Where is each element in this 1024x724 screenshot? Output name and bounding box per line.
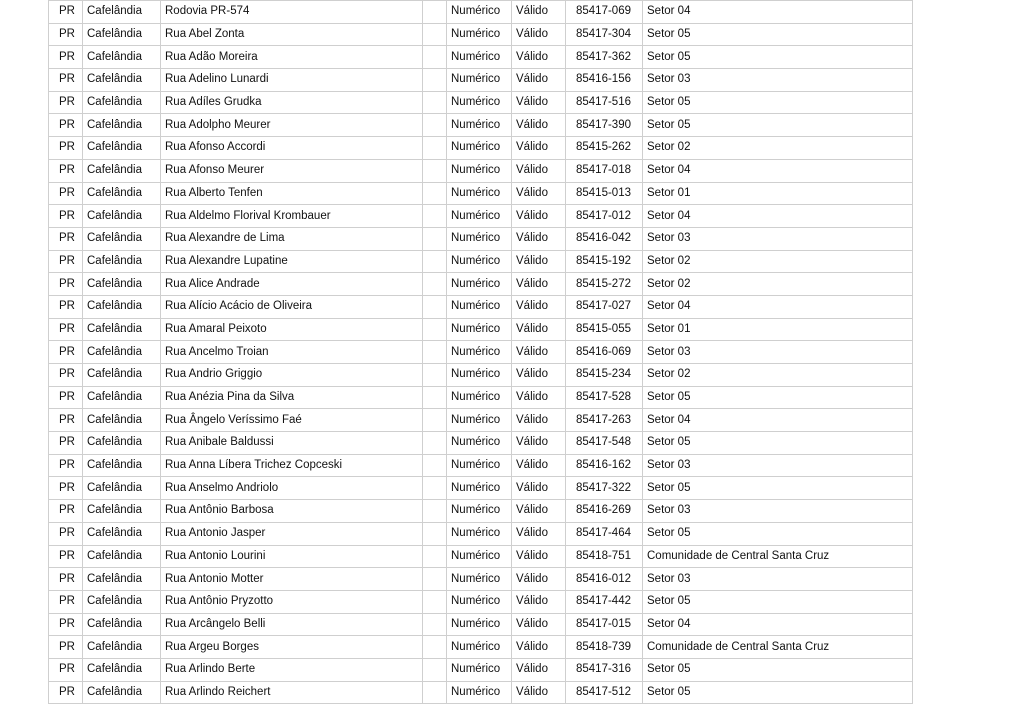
- sector-cell: Setor 03: [643, 454, 913, 477]
- sector-cell: Setor 02: [643, 137, 913, 160]
- sector-cell: Setor 04: [643, 159, 913, 182]
- cep-cell: 85417-018: [566, 159, 643, 182]
- cep-cell: 85415-262: [566, 137, 643, 160]
- street-cell: Rua Adão Moreira: [161, 46, 423, 69]
- table-row: [49, 341, 913, 364]
- state-cell: PR: [49, 250, 83, 273]
- city-cell: Cafelândia: [83, 409, 161, 432]
- status-cell: Válido: [512, 590, 566, 613]
- empty-cell: [423, 205, 447, 228]
- status-cell: Válido: [512, 636, 566, 659]
- cep-cell: 85415-013: [566, 182, 643, 205]
- state-cell: PR: [49, 590, 83, 613]
- city-cell: Cafelândia: [83, 341, 161, 364]
- sector-cell: Setor 05: [643, 477, 913, 500]
- cep-cell: 85416-269: [566, 500, 643, 523]
- number-type-cell: Numérico: [447, 590, 512, 613]
- status-cell: Válido: [512, 658, 566, 681]
- table-row: [49, 454, 913, 477]
- table-row: [49, 432, 913, 455]
- state-cell: PR: [49, 114, 83, 137]
- city-cell: Cafelândia: [83, 159, 161, 182]
- cep-cell: 85417-362: [566, 46, 643, 69]
- number-type-cell: Numérico: [447, 91, 512, 114]
- status-cell: Válido: [512, 250, 566, 273]
- street-cell: Rua Afonso Accordi: [161, 137, 423, 160]
- number-type-cell: Numérico: [447, 432, 512, 455]
- cep-cell: 85417-512: [566, 681, 643, 704]
- number-type-cell: Numérico: [447, 613, 512, 636]
- number-type-cell: Numérico: [447, 522, 512, 545]
- cep-cell: 85416-069: [566, 341, 643, 364]
- table-row: [49, 69, 913, 92]
- status-cell: Válido: [512, 500, 566, 523]
- state-cell: PR: [49, 477, 83, 500]
- city-cell: Cafelândia: [83, 545, 161, 568]
- status-cell: Válido: [512, 318, 566, 341]
- empty-cell: [423, 681, 447, 704]
- empty-cell: [423, 386, 447, 409]
- sector-cell: Setor 04: [643, 295, 913, 318]
- state-cell: PR: [49, 500, 83, 523]
- state-cell: PR: [49, 568, 83, 591]
- number-type-cell: Numérico: [447, 69, 512, 92]
- street-cell: Rua Arlindo Berte: [161, 658, 423, 681]
- sector-cell: Setor 03: [643, 500, 913, 523]
- number-type-cell: Numérico: [447, 364, 512, 387]
- number-type-cell: Numérico: [447, 545, 512, 568]
- state-cell: PR: [49, 23, 83, 46]
- empty-cell: [423, 1, 447, 24]
- cep-cell: 85417-027: [566, 295, 643, 318]
- empty-cell: [423, 364, 447, 387]
- city-cell: Cafelândia: [83, 432, 161, 455]
- table-row: [49, 364, 913, 387]
- state-cell: PR: [49, 454, 83, 477]
- cep-cell: 85415-234: [566, 364, 643, 387]
- number-type-cell: Numérico: [447, 137, 512, 160]
- street-cell: Rua Alberto Tenfen: [161, 182, 423, 205]
- street-cell: Rua Antonio Lourini: [161, 545, 423, 568]
- status-cell: Válido: [512, 46, 566, 69]
- table-row: [49, 613, 913, 636]
- empty-cell: [423, 545, 447, 568]
- address-table: [48, 0, 913, 704]
- city-cell: Cafelândia: [83, 636, 161, 659]
- cep-cell: 85417-316: [566, 658, 643, 681]
- city-cell: Cafelândia: [83, 568, 161, 591]
- cep-cell: 85417-528: [566, 386, 643, 409]
- city-cell: Cafelândia: [83, 477, 161, 500]
- city-cell: Cafelândia: [83, 23, 161, 46]
- city-cell: Cafelândia: [83, 318, 161, 341]
- city-cell: Cafelândia: [83, 182, 161, 205]
- number-type-cell: Numérico: [447, 477, 512, 500]
- cep-cell: 85415-055: [566, 318, 643, 341]
- sector-cell: Setor 02: [643, 364, 913, 387]
- empty-cell: [423, 454, 447, 477]
- sector-cell: Setor 04: [643, 613, 913, 636]
- sector-cell: Setor 03: [643, 69, 913, 92]
- street-cell: Rua Adelino Lunardi: [161, 69, 423, 92]
- table-row: [49, 250, 913, 273]
- state-cell: PR: [49, 159, 83, 182]
- status-cell: Válido: [512, 91, 566, 114]
- street-cell: Rua Antônio Pryzotto: [161, 590, 423, 613]
- empty-cell: [423, 295, 447, 318]
- street-cell: Rua Adíles Grudka: [161, 91, 423, 114]
- sector-cell: Setor 05: [643, 681, 913, 704]
- number-type-cell: Numérico: [447, 273, 512, 296]
- status-cell: Válido: [512, 386, 566, 409]
- cep-cell: 85417-263: [566, 409, 643, 432]
- street-cell: Rua Alice Andrade: [161, 273, 423, 296]
- sector-cell: Setor 03: [643, 341, 913, 364]
- city-cell: Cafelândia: [83, 205, 161, 228]
- sector-cell: Setor 05: [643, 114, 913, 137]
- sector-cell: Setor 04: [643, 409, 913, 432]
- sector-cell: Setor 01: [643, 182, 913, 205]
- number-type-cell: Numérico: [447, 386, 512, 409]
- cep-cell: 85416-162: [566, 454, 643, 477]
- street-cell: Rua Antonio Jasper: [161, 522, 423, 545]
- cep-cell: 85417-322: [566, 477, 643, 500]
- street-cell: Rua Amaral Peixoto: [161, 318, 423, 341]
- city-cell: Cafelândia: [83, 658, 161, 681]
- status-cell: Válido: [512, 477, 566, 500]
- cep-cell: 85417-390: [566, 114, 643, 137]
- state-cell: PR: [49, 137, 83, 160]
- state-cell: PR: [49, 432, 83, 455]
- empty-cell: [423, 114, 447, 137]
- sector-cell: Comunidade de Central Santa Cruz: [643, 545, 913, 568]
- status-cell: Válido: [512, 1, 566, 24]
- street-cell: Rua Alexandre Lupatine: [161, 250, 423, 273]
- state-cell: PR: [49, 681, 83, 704]
- status-cell: Válido: [512, 568, 566, 591]
- status-cell: Válido: [512, 613, 566, 636]
- number-type-cell: Numérico: [447, 658, 512, 681]
- table-row: [49, 273, 913, 296]
- empty-cell: [423, 500, 447, 523]
- number-type-cell: Numérico: [447, 114, 512, 137]
- cep-cell: 85415-272: [566, 273, 643, 296]
- street-cell: Rua Adolpho Meurer: [161, 114, 423, 137]
- state-cell: PR: [49, 205, 83, 228]
- sector-cell: Setor 02: [643, 250, 913, 273]
- table-row: [49, 318, 913, 341]
- status-cell: Válido: [512, 205, 566, 228]
- state-cell: PR: [49, 658, 83, 681]
- state-cell: PR: [49, 545, 83, 568]
- city-cell: Cafelândia: [83, 454, 161, 477]
- status-cell: Válido: [512, 23, 566, 46]
- state-cell: PR: [49, 1, 83, 24]
- street-cell: Rua Anézia Pina da Silva: [161, 386, 423, 409]
- table-row: [49, 545, 913, 568]
- status-cell: Válido: [512, 409, 566, 432]
- status-cell: Válido: [512, 69, 566, 92]
- city-cell: Cafelândia: [83, 273, 161, 296]
- street-cell: Rua Anibale Baldussi: [161, 432, 423, 455]
- street-cell: Rua Antônio Barbosa: [161, 500, 423, 523]
- sector-cell: Setor 05: [643, 522, 913, 545]
- address-table-body: [49, 1, 913, 704]
- table-row: [49, 522, 913, 545]
- table-row: [49, 386, 913, 409]
- table-row: [49, 590, 913, 613]
- table-row: [49, 681, 913, 704]
- number-type-cell: Numérico: [447, 46, 512, 69]
- state-cell: PR: [49, 46, 83, 69]
- table-row: [49, 91, 913, 114]
- empty-cell: [423, 91, 447, 114]
- street-cell: Rua Antonio Motter: [161, 568, 423, 591]
- street-cell: Rua Ângelo Veríssimo Faé: [161, 409, 423, 432]
- status-cell: Válido: [512, 159, 566, 182]
- empty-cell: [423, 137, 447, 160]
- empty-cell: [423, 23, 447, 46]
- status-cell: Válido: [512, 137, 566, 160]
- cep-cell: 85417-548: [566, 432, 643, 455]
- street-cell: Rua Arcângelo Belli: [161, 613, 423, 636]
- state-cell: PR: [49, 522, 83, 545]
- street-cell: Rua Aldelmo Florival Krombauer: [161, 205, 423, 228]
- table-row: [49, 137, 913, 160]
- cep-cell: 85417-516: [566, 91, 643, 114]
- state-cell: PR: [49, 364, 83, 387]
- cep-cell: 85417-464: [566, 522, 643, 545]
- city-cell: Cafelândia: [83, 386, 161, 409]
- status-cell: Válido: [512, 432, 566, 455]
- table-row: [49, 500, 913, 523]
- sector-cell: Setor 05: [643, 432, 913, 455]
- street-cell: Rua Arlindo Reichert: [161, 681, 423, 704]
- number-type-cell: Numérico: [447, 500, 512, 523]
- empty-cell: [423, 432, 447, 455]
- street-cell: Rua Argeu Borges: [161, 636, 423, 659]
- empty-cell: [423, 658, 447, 681]
- empty-cell: [423, 182, 447, 205]
- number-type-cell: Numérico: [447, 454, 512, 477]
- cep-cell: 85416-156: [566, 69, 643, 92]
- street-cell: Rodovia PR-574: [161, 1, 423, 24]
- street-cell: Rua Abel Zonta: [161, 23, 423, 46]
- city-cell: Cafelândia: [83, 364, 161, 387]
- status-cell: Válido: [512, 114, 566, 137]
- table-row: [49, 658, 913, 681]
- empty-cell: [423, 590, 447, 613]
- state-cell: PR: [49, 273, 83, 296]
- street-cell: Rua Alício Acácio de Oliveira: [161, 295, 423, 318]
- state-cell: PR: [49, 318, 83, 341]
- table-row: [49, 114, 913, 137]
- sector-cell: Setor 05: [643, 91, 913, 114]
- empty-cell: [423, 46, 447, 69]
- city-cell: Cafelândia: [83, 250, 161, 273]
- status-cell: Válido: [512, 454, 566, 477]
- sector-cell: Setor 05: [643, 386, 913, 409]
- sector-cell: Setor 03: [643, 568, 913, 591]
- state-cell: PR: [49, 182, 83, 205]
- number-type-cell: Numérico: [447, 341, 512, 364]
- city-cell: Cafelândia: [83, 590, 161, 613]
- sector-cell: Setor 01: [643, 318, 913, 341]
- empty-cell: [423, 69, 447, 92]
- table-row: [49, 182, 913, 205]
- table-row: [49, 1, 913, 24]
- table-row: [49, 227, 913, 250]
- sector-cell: Setor 05: [643, 46, 913, 69]
- number-type-cell: Numérico: [447, 318, 512, 341]
- table-row: [49, 159, 913, 182]
- status-cell: Válido: [512, 341, 566, 364]
- number-type-cell: Numérico: [447, 250, 512, 273]
- status-cell: Válido: [512, 182, 566, 205]
- state-cell: PR: [49, 295, 83, 318]
- table-row: [49, 409, 913, 432]
- cep-cell: 85415-192: [566, 250, 643, 273]
- sector-cell: Setor 02: [643, 273, 913, 296]
- status-cell: Válido: [512, 545, 566, 568]
- sector-cell: Setor 05: [643, 658, 913, 681]
- number-type-cell: Numérico: [447, 568, 512, 591]
- empty-cell: [423, 636, 447, 659]
- number-type-cell: Numérico: [447, 681, 512, 704]
- state-cell: PR: [49, 636, 83, 659]
- street-cell: Rua Afonso Meurer: [161, 159, 423, 182]
- state-cell: PR: [49, 69, 83, 92]
- cep-cell: 85417-304: [566, 23, 643, 46]
- city-cell: Cafelândia: [83, 295, 161, 318]
- empty-cell: [423, 273, 447, 296]
- sector-cell: Setor 04: [643, 205, 913, 228]
- state-cell: PR: [49, 341, 83, 364]
- status-cell: Válido: [512, 364, 566, 387]
- empty-cell: [423, 568, 447, 591]
- city-cell: Cafelândia: [83, 613, 161, 636]
- city-cell: Cafelândia: [83, 522, 161, 545]
- cep-cell: 85418-751: [566, 545, 643, 568]
- sector-cell: Setor 03: [643, 227, 913, 250]
- empty-cell: [423, 477, 447, 500]
- state-cell: PR: [49, 409, 83, 432]
- status-cell: Válido: [512, 522, 566, 545]
- empty-cell: [423, 522, 447, 545]
- empty-cell: [423, 613, 447, 636]
- cep-cell: 85417-012: [566, 205, 643, 228]
- state-cell: PR: [49, 227, 83, 250]
- empty-cell: [423, 250, 447, 273]
- cep-cell: 85416-012: [566, 568, 643, 591]
- city-cell: Cafelândia: [83, 114, 161, 137]
- number-type-cell: Numérico: [447, 409, 512, 432]
- city-cell: Cafelândia: [83, 1, 161, 24]
- number-type-cell: Numérico: [447, 159, 512, 182]
- sector-cell: Setor 04: [643, 1, 913, 24]
- status-cell: Válido: [512, 681, 566, 704]
- table-row: [49, 295, 913, 318]
- empty-cell: [423, 409, 447, 432]
- number-type-cell: Numérico: [447, 1, 512, 24]
- city-cell: Cafelândia: [83, 227, 161, 250]
- street-cell: Rua Anselmo Andriolo: [161, 477, 423, 500]
- empty-cell: [423, 318, 447, 341]
- state-cell: PR: [49, 613, 83, 636]
- number-type-cell: Numérico: [447, 295, 512, 318]
- address-table-sheet: [48, 0, 912, 704]
- table-row: [49, 568, 913, 591]
- empty-cell: [423, 341, 447, 364]
- empty-cell: [423, 227, 447, 250]
- street-cell: Rua Anna Líbera Trichez Copceski: [161, 454, 423, 477]
- sector-cell: Setor 05: [643, 23, 913, 46]
- city-cell: Cafelândia: [83, 91, 161, 114]
- status-cell: Válido: [512, 295, 566, 318]
- cep-cell: 85418-739: [566, 636, 643, 659]
- status-cell: Válido: [512, 227, 566, 250]
- street-cell: Rua Ancelmo Troian: [161, 341, 423, 364]
- city-cell: Cafelândia: [83, 46, 161, 69]
- city-cell: Cafelândia: [83, 500, 161, 523]
- cep-cell: 85416-042: [566, 227, 643, 250]
- table-row: [49, 477, 913, 500]
- city-cell: Cafelândia: [83, 69, 161, 92]
- number-type-cell: Numérico: [447, 227, 512, 250]
- cep-cell: 85417-069: [566, 1, 643, 24]
- table-row: [49, 636, 913, 659]
- street-cell: Rua Andrio Griggio: [161, 364, 423, 387]
- table-row: [49, 46, 913, 69]
- empty-cell: [423, 159, 447, 182]
- street-cell: Rua Alexandre de Lima: [161, 227, 423, 250]
- table-row: [49, 205, 913, 228]
- sector-cell: Setor 05: [643, 590, 913, 613]
- number-type-cell: Numérico: [447, 636, 512, 659]
- state-cell: PR: [49, 91, 83, 114]
- number-type-cell: Numérico: [447, 182, 512, 205]
- number-type-cell: Numérico: [447, 23, 512, 46]
- number-type-cell: Numérico: [447, 205, 512, 228]
- cep-cell: 85417-015: [566, 613, 643, 636]
- state-cell: PR: [49, 386, 83, 409]
- city-cell: Cafelândia: [83, 681, 161, 704]
- city-cell: Cafelândia: [83, 137, 161, 160]
- status-cell: Válido: [512, 273, 566, 296]
- cep-cell: 85417-442: [566, 590, 643, 613]
- table-row: [49, 23, 913, 46]
- sector-cell: Comunidade de Central Santa Cruz: [643, 636, 913, 659]
